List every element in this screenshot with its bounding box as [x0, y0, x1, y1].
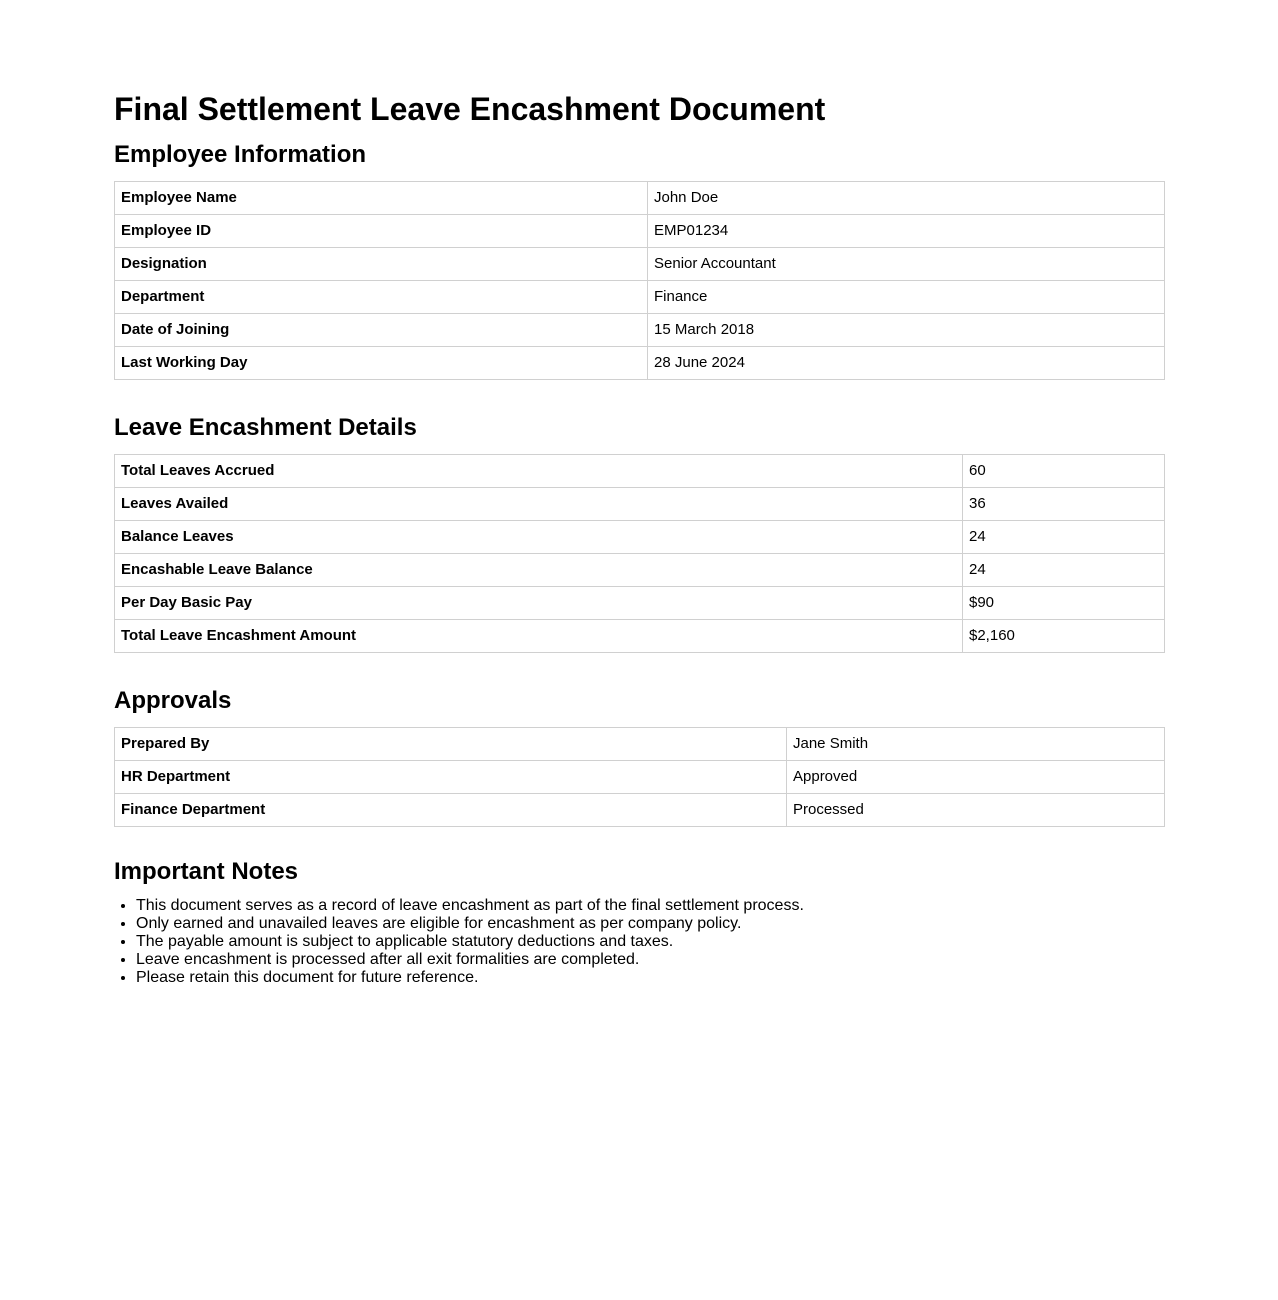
- approvals-table: [114, 727, 1165, 827]
- encashable-leave-balance-value: 24: [963, 554, 1165, 587]
- hr-department-label: HR Department: [115, 761, 787, 794]
- table-row: [115, 521, 1165, 554]
- employee-information-heading: Employee Information: [114, 141, 367, 168]
- balance-leaves-label: Balance Leaves: [115, 521, 963, 554]
- designation-value: Senior Accountant: [648, 248, 1165, 281]
- document-title: Final Settlement Leave Encashment Document: [114, 91, 826, 127]
- employee-name-value: John Doe: [648, 182, 1165, 215]
- total-leaves-accrued-label: Total Leaves Accrued: [115, 455, 963, 488]
- total-leave-encashment-amount-label: Total Leave Encashment Amount: [115, 620, 963, 653]
- important-notes-heading: Important Notes: [114, 858, 299, 885]
- table-row: [115, 761, 1165, 794]
- table-row: [115, 488, 1165, 521]
- leave-encashment-table: [114, 454, 1165, 653]
- table-row: [115, 620, 1165, 653]
- last-working-day-value: 28 June 2024: [648, 347, 1165, 380]
- list-item: • The payable amount is subject to applicable statutory deductions and taxes.: [136, 933, 804, 951]
- employee-id-value: EMP01234: [648, 215, 1165, 248]
- table-row: [115, 455, 1165, 488]
- finance-department-value: Processed: [787, 794, 1165, 827]
- table-row: [115, 587, 1165, 620]
- total-leaves-accrued-value: 60: [963, 455, 1165, 488]
- list-item: • This document serves as a record of leave encashment as part of the final settlement process.: [136, 897, 804, 915]
- per-day-basic-pay-value: $90: [963, 587, 1165, 620]
- department-label: Department: [115, 281, 648, 314]
- leave-encashment-heading: Leave Encashment Details: [114, 414, 417, 441]
- list-item: • Please retain this document for future reference.: [136, 969, 804, 987]
- employee-id-label: Employee ID: [115, 215, 648, 248]
- total-leave-encashment-amount-value: $2,160: [963, 620, 1165, 653]
- balance-leaves-value: 24: [963, 521, 1165, 554]
- employee-name-label: Employee Name: [115, 182, 648, 215]
- employee-information-table: [114, 181, 1165, 380]
- table-row: [115, 794, 1165, 827]
- table-row: [115, 314, 1165, 347]
- last-working-day-label: Last Working Day: [115, 347, 648, 380]
- table-row: [115, 215, 1165, 248]
- table-row: [115, 554, 1165, 587]
- finance-department-label: Finance Department: [115, 794, 787, 827]
- encashable-leave-balance-label: Encashable Leave Balance: [115, 554, 963, 587]
- department-value: Finance: [648, 281, 1165, 314]
- list-item: • Only earned and unavailed leaves are eligible for encashment as per company policy.: [136, 915, 804, 933]
- table-row: [115, 728, 1165, 761]
- hr-department-value: Approved: [787, 761, 1165, 794]
- leaves-availed-label: Leaves Availed: [115, 488, 963, 521]
- prepared-by-value: Jane Smith: [787, 728, 1165, 761]
- per-day-basic-pay-label: Per Day Basic Pay: [115, 587, 963, 620]
- date-of-joining-value: 15 March 2018: [648, 314, 1165, 347]
- list-item: • Leave encashment is processed after all exit formalities are completed.: [136, 951, 804, 969]
- important-notes-list: [114, 897, 804, 987]
- table-row: [115, 281, 1165, 314]
- designation-label: Designation: [115, 248, 648, 281]
- date-of-joining-label: Date of Joining: [115, 314, 648, 347]
- leaves-availed-value: 36: [963, 488, 1165, 521]
- table-row: [115, 347, 1165, 380]
- prepared-by-label: Prepared By: [115, 728, 787, 761]
- table-row: [115, 248, 1165, 281]
- approvals-heading: Approvals: [114, 687, 232, 714]
- table-row: [115, 182, 1165, 215]
